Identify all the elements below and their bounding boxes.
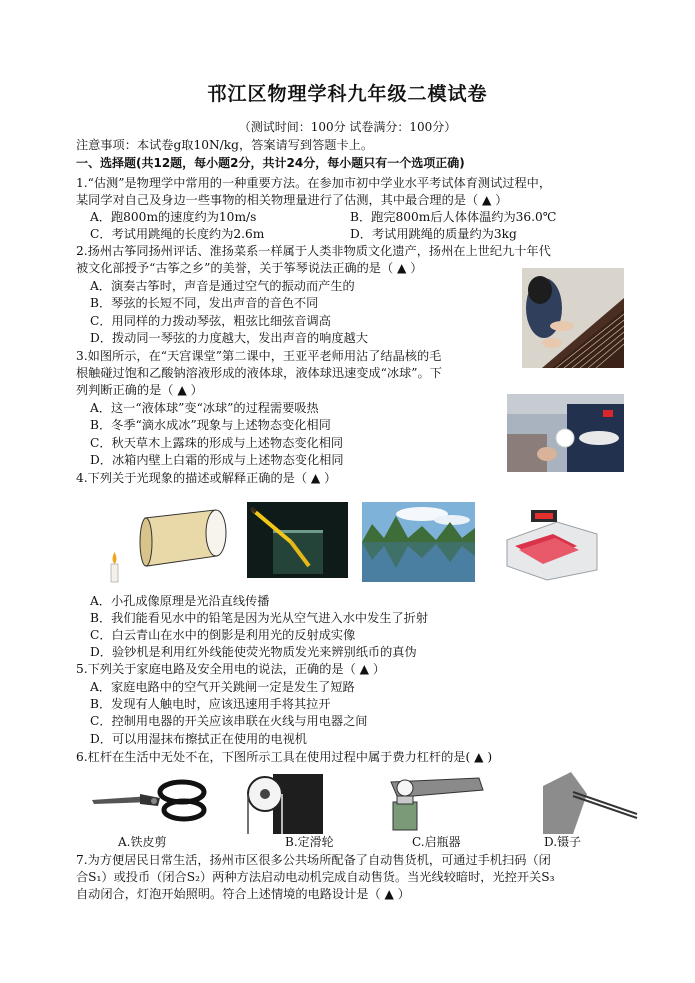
q1-option-b: B．跑完800m后人体体温约为36.0℃ <box>350 210 557 224</box>
pinhole-camera-figure <box>105 498 233 588</box>
notice: 注意事项：本试卷g取10N/kg，答案请写到答题卡上。 <box>76 138 374 152</box>
q6-stem: 6.杠杆在生活中无处不在，下图所示工具在使用过程中属于费力杠杆的是( ▲ ) <box>76 750 493 764</box>
q1-stem-line2: 某同学对自己及身边一些事物的相关物理量进行了估测，其中最合理的是（ ▲ ） <box>76 193 508 207</box>
q5-option-a: A．家庭电路中的空气开关跳闸一定是发生了短路 <box>90 680 355 694</box>
q3-stem-line3: 列判断正确的是（ ▲ ） <box>76 383 203 397</box>
money-detector-photo <box>497 500 607 584</box>
q2-option-b: B．琴弦的长短不同，发出声音的音色不同 <box>90 296 319 310</box>
q1-stem-line1: 1.“估测”是物理学中常用的一种重要方法。在参加市初中学业水平考试体育测试过程中， <box>76 176 552 190</box>
fixed-pulley-figure <box>243 774 323 834</box>
q3-option-d: D．冰箱内壁上白霜的形成与上述物态变化相同 <box>90 453 344 467</box>
exam-info: （测试时间：100分 试卷满分：100分） <box>238 120 457 134</box>
tweezers-figure <box>543 766 640 834</box>
q2-stem-line1: 2.扬州古筝同扬州评话、淮扬菜系一样属于人类非物质文化遗产，扬州在上世纪九十年代 <box>76 244 551 258</box>
q4-option-b: B．我们能看见水中的铅笔是因为光从空气进入水中发生了折射 <box>90 611 429 625</box>
q5-option-c: C．控制用电器的开关应该串联在火线与用电器之间 <box>90 714 368 728</box>
caption-bottle-opener: C.启瓶器 <box>412 835 461 849</box>
q3-stem-line2: 根触碰过饱和乙酸钠溶液形成的液体球，液体球迅速变成“冰球”。下 <box>76 366 442 380</box>
q7-stem-line2: 合S₁）或投币（闭合S₂）两种方法启动电动机完成自动售货。当光线较暗时，光控开关S₃ <box>76 870 555 884</box>
q3-option-c: C．秋天草木上露珠的形成与上述物态变化相同 <box>90 436 344 450</box>
q3-option-b: B．冬季“滴水成冰”现象与上述物态变化相同 <box>90 418 331 432</box>
q5-stem: 5.下列关于家庭电路及安全用电的说法，正确的是（ ▲ ） <box>76 662 386 676</box>
q3-stem-line1: 3.如图所示，在“天宫课堂”第二课中，王亚平老师用沾了结晶核的毛 <box>76 349 442 363</box>
q1-option-a: A．跑800m的速度约为10m/s <box>90 210 257 224</box>
q2-option-a: A．演奏古筝时，声音是通过空气的振动而产生的 <box>90 279 355 293</box>
astronaut-photo <box>507 394 624 472</box>
q1-option-d: D．考试用跳绳的质量约为3kg <box>350 227 517 241</box>
q7-stem-line3: 自动闭合，灯泡开始照明。符合上述情境的电路设计是（ ▲ ） <box>76 887 410 901</box>
q7-stem-line1: 7.为方便居民日常生活，扬州市区很多公共场所配备了自动售货机，可通过手机扫码（闭 <box>76 853 551 867</box>
caption-tin-snips: A.铁皮剪 <box>118 835 167 849</box>
q2-stem-line2: 被文化部授予“古筝之乡”的美誉，关于筝琴说法正确的是（ ▲ ） <box>76 261 423 275</box>
q4-option-a: A．小孔成像原理是光沿直线传播 <box>90 594 270 608</box>
mountain-reflection-photo <box>362 502 475 582</box>
caption-fixed-pulley: B.定滑轮 <box>285 835 334 849</box>
page-title: 邗江区物理学科九年级二模试卷 <box>207 83 488 105</box>
bottle-opener-figure <box>383 772 487 832</box>
q1-option-c: C．考试用跳绳的长度约为2.6m <box>90 227 265 241</box>
q5-option-b: B．发现有人触电时，应该迅速用手将其拉开 <box>90 697 331 711</box>
q3-option-a: A．这一“液体球”变“冰球”的过程需要吸热 <box>90 401 319 415</box>
q4-stem: 4.下列关于光现象的描述或解释正确的是（ ▲ ） <box>76 471 337 485</box>
q2-option-c: C．用同样的力拨动琴弦，粗弦比细弦音调高 <box>90 314 331 328</box>
q4-option-c: C．白云青山在水中的倒影是利用光的反射成实像 <box>90 628 356 642</box>
q2-option-d: D．拨动同一琴弦的力度越大，发出声音的响度越大 <box>90 331 368 345</box>
pencil-in-water-photo <box>247 502 348 578</box>
q4-option-d: D．验钞机是利用红外线能使荧光物质发光来辨别纸币的真伪 <box>90 645 417 659</box>
q5-option-d: D．可以用湿抹布擦拭正在使用的电视机 <box>90 732 307 746</box>
section-heading: 一、选择题(共12题，每小题2分，共计24分，每小题只有一个选项正确) <box>76 156 465 170</box>
caption-tweezers: D.镊子 <box>544 835 582 849</box>
tin-snips-figure <box>90 776 210 826</box>
guzheng-photo <box>522 268 624 368</box>
